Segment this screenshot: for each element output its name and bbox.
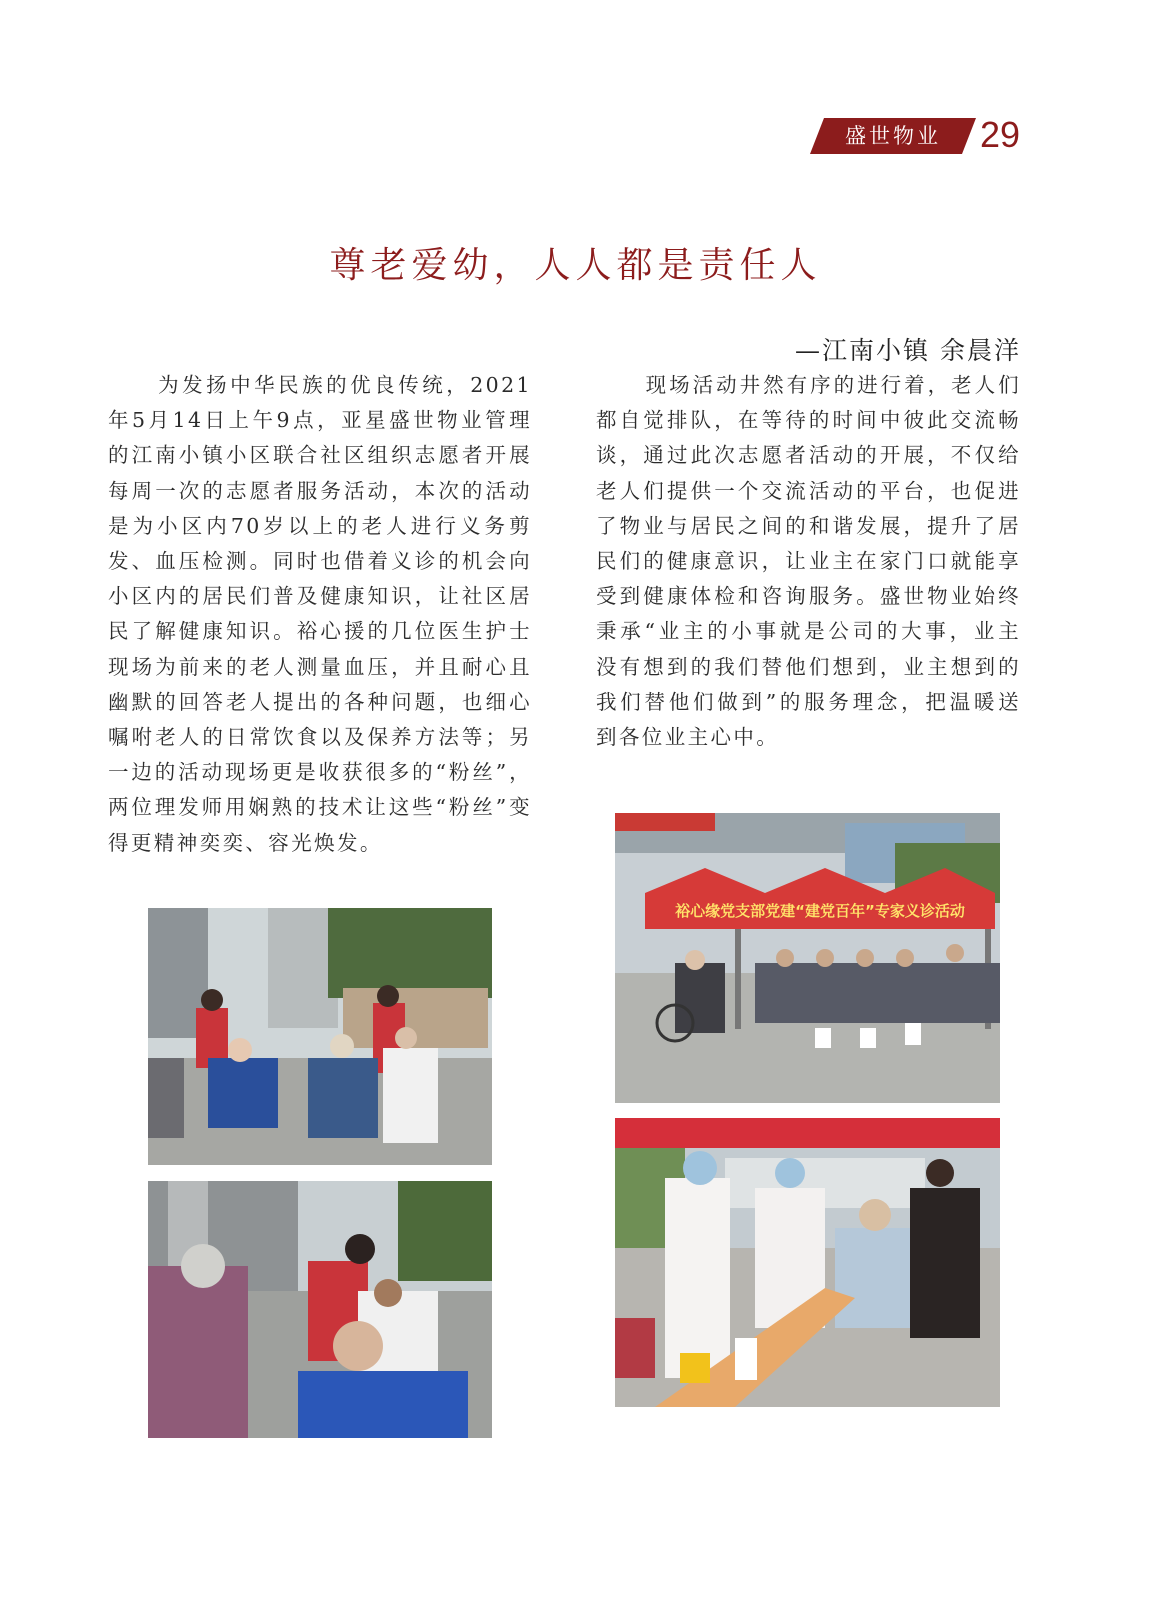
page-number: 29 [980, 114, 1021, 155]
section-label: 盛世物业 [845, 124, 941, 148]
article-title: 尊老爱幼，人人都是责任人 [329, 245, 822, 286]
photo-clinic-tent [615, 813, 1000, 1103]
photo-haircut-outdoor [148, 908, 492, 1165]
photo-blood-pressure [615, 1118, 1000, 1407]
article-paragraph-right [596, 368, 1021, 755]
article-paragraph-left [108, 368, 532, 861]
paragraph-left-text: 为发扬中华民族的优良传统，2021年5月14日上午9点，亚星盛世物业管理的江南小镇小区联合社区组织志愿者开展每周一次的志愿者服务活动，本次的活动是为小区内70岁以上的老人进行义务剪发、血压检测。同时也借着义诊的机会向小区内的居民们普及健康知识，让社区居民了解健康知识。裕心援的几位医生护士现场为前来的老人测量血压，并且耐心且幽默的回答老人提出的各种问题，也细心嘱咐老人的日常饮食以及保养方法等；另一边的活动现场更是收获很多的“粉丝”，两位理发师用娴熟的技术让这些“粉丝”变得更精神奕奕、容光焕发。 [108, 373, 532, 855]
photo-haircut-close [148, 1181, 492, 1438]
section-tag [810, 118, 976, 154]
article-byline: —江南小镇 余晨洋 [795, 336, 1021, 365]
tent-banner-text: 裕心缘党支部党建“建党百年”专家义诊活动 [675, 902, 965, 920]
paragraph-right-text: 现场活动井然有序的进行着，老人们都自觉排队，在等待的时间中彼此交流畅谈，通过此次志愿者活动的开展，不仅给老人们提供一个交流活动的平台，也促进了物业与居民之间的和谐发展，提升了居民们的健康意识，让业主在家门口就能享受到健康体检和咨询服务。盛世物业始终秉承“业主的小事就是公司的大事，业主没有想到的我们替他们想到，业主想到的我们替他们做到”的服务理念，把温暖送到各位业主心中。 [596, 373, 1021, 750]
